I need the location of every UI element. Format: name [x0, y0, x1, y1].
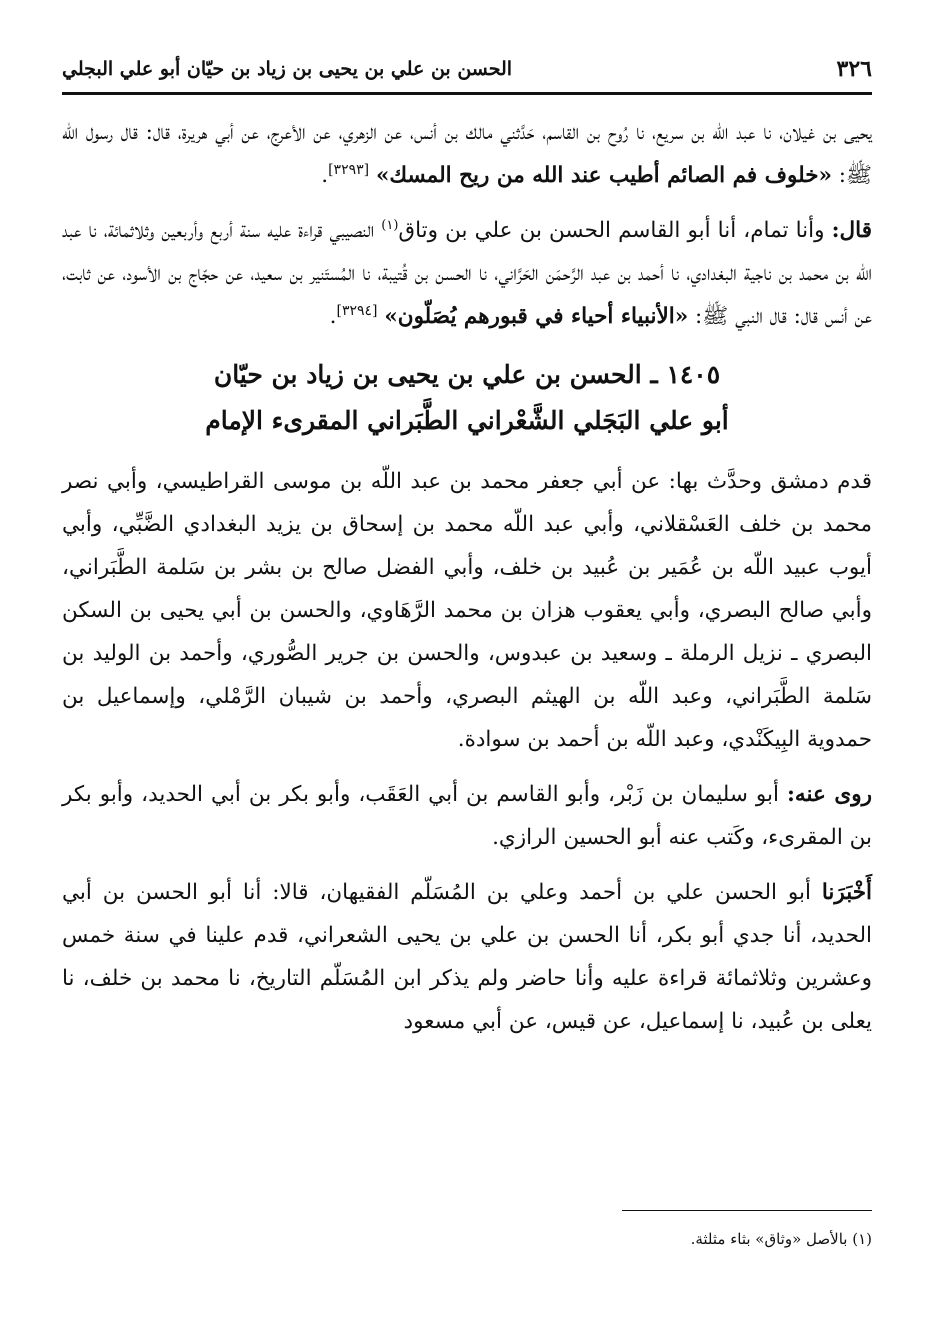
biography-students-paragraph — [62, 773, 872, 859]
heading-line-2: أبو علي البَجَلي الشَّعْراني الطَّبَراني المقرىء الإمام — [205, 406, 729, 435]
footnote-rule — [622, 1210, 872, 1211]
running-title: الحسن بن علي بن يحيى بن زياد بن حيّان أبو علي البجلي — [62, 58, 513, 80]
hadith-paragraph-3 — [62, 871, 872, 1043]
isnad-text: وأنا تمام، أنا أبو القاسم الحسن بن علي بن وتاق — [398, 218, 825, 243]
hadith-number: [٣٢٩٣] — [328, 161, 370, 178]
paragraph-text: أبو الحسن علي بن أحمد وعلي بن المُسَلّم الفقيهان، قالا: أنا أبو الحسن بن أبي الحديد، أنا جدي أبو بكر، أنا الحسن بن علي بن يحيى الشعراني، قدم علينا في سنة خمس وعشرين وثلاثمائة قراءة عليه وأنا حاضر ولم يذكر ابن المُسَلّم التاريخ، نا محمد بن خلف، نا يعلى بن عُبيد، نا إسماعيل، عن قيس، عن أبي مسعود — [62, 880, 872, 1034]
hadith-number: [٣٢٩٤] — [336, 302, 378, 319]
footnote-text: بالأصل «وثاق» بثاء مثلثة. — [690, 1230, 848, 1248]
footnote — [691, 1230, 872, 1248]
hadith-paragraph-2 — [62, 209, 872, 338]
book-page — [62, 48, 873, 1248]
biography-teachers-paragraph — [62, 460, 872, 761]
full-stop: . — [321, 163, 329, 188]
full-stop: . — [329, 304, 337, 329]
page-body — [62, 111, 872, 1043]
page-number: ٣٢٦ — [836, 56, 872, 82]
biography-heading — [62, 352, 872, 444]
heading-line-1: ١٤٠٥ ـ الحسن بن علي بن يحيى بن زياد بن حيّان — [213, 360, 721, 389]
paragraph-lead: أَخْبَرَنا — [821, 880, 872, 905]
footnote-marker: (١) — [381, 217, 399, 233]
hadith-paragraph-1 — [62, 111, 872, 197]
hadith-quote: «خلوف فم الصائم أطيب عند الله من ريح المسك» — [375, 163, 832, 188]
paragraph-lead: قال: — [831, 218, 873, 243]
isnad-text: يحيى بن غيلان، نا عبد اللّه بن سريع، نا رُوح بن القاسم، حَدَّثني مالك بن أنس، عن الزهري، عن الأعرج، عن أبي هريرة، قال: قال رسول الله ﷺ: — [62, 120, 872, 188]
paragraph-text: قدم دمشق وحدَّث بها: عن أبي جعفر محمد بن عبد اللّه بن موسى القراطيسي، وأبي نصر محمد بن خلف العَسْقلاني، وأبي عبد اللّه محمد بن إسحاق بن يزيد البغدادي الضَّبِّي، وأبي أيوب عبيد اللّه بن عُمَير بن عُبيد بن خلف، وأبي الفضل صالح بن بشر بن سَلمة الطَّبَراني، وأبي صالح البصري، وأبي يعقوب هزان بن محمد الرَّهَاوي، والحسن بن أبي يحيى بن السكن البصري ـ نزيل الرملة ـ وسعيد بن عبدوس، والحسن بن جرير الصُّوري، وأحمد بن الوليد بن سَلمة الطَّبَراني، وعبد اللّه بن الهيثم البصري، وأحمد بن شيبان الرَّمْلي، وإسماعيل بن حمدوية البِيكَنْدي، وعبد اللّه بن أحمد بن سوادة. — [62, 469, 872, 752]
isnad-text-continued: النصيبي قراءة عليه سنة أربع وأربعين وثلاثمائة، نا عبد اللّه بن محمد بن ناجية البغدادي، نا أحمد بن عبد الرَّحمَن الحَرَّاني، نا الحسن بن قُتيبة، نا المُستَنير بن سعيد، عن حجّاج بن الأسود، عن ثابت، عن أنس قال: قال النبي ﷺ: — [62, 218, 872, 329]
paragraph-lead: روى عنه: — [787, 782, 873, 807]
footnote-number: (١) — [852, 1230, 872, 1248]
page-header — [62, 48, 872, 95]
paragraph-text: أبو سليمان بن زَبْر، وأبو القاسم بن أبي العَقَب، وأبو بكر بن أبي الحديد، وأبو بكر بن المقرىء، وكَتب عنه أبو الحسين الرازي. — [62, 782, 872, 850]
hadith-quote: «الأنبياء أحياء في قبورهم يُصَلّون» — [384, 304, 689, 329]
